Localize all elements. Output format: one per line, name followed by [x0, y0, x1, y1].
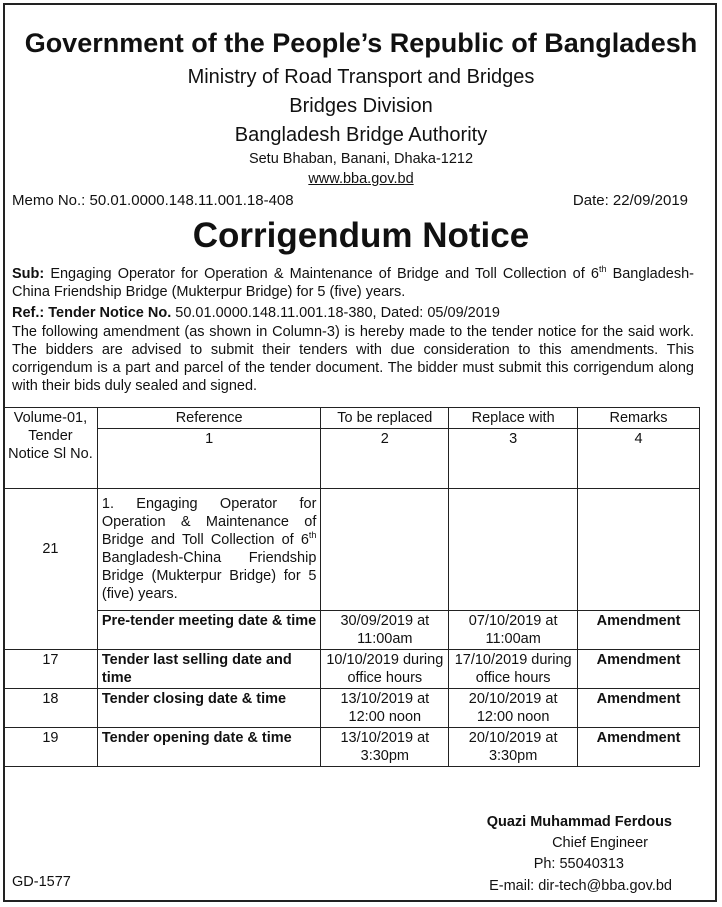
table-header-row — [4, 408, 700, 429]
amendment-paragraph: The following amendment (as shown in Column-3) is hereby made to the tender notice for the said work. The bidders are advised to submit their tenders with due consideration to this amendments. This corrigendum is a part and parcel of the tender document. The bidder must submit this corrigendum along with their bids duly sealed and signed. — [12, 324, 694, 394]
row-sl: 19 — [4, 728, 98, 767]
table-row — [4, 728, 700, 767]
header-remarks: Remarks — [578, 408, 700, 429]
government-heading: Government of the People’s Republic of Bangladesh — [24, 28, 698, 58]
row-reference: Tender closing date & time — [97, 689, 321, 728]
table-colnum-row — [4, 429, 700, 489]
row-replaced: 13/10/2019 at 3:30pm — [321, 728, 449, 767]
subject-label: Sub: — [12, 266, 45, 282]
subject-text-b: Bangladesh-China Friendship Bridge (Mukterpur Bridge) for 5 (five) years. — [12, 266, 694, 300]
signatory-phone: Ph: 55040313 — [533, 856, 624, 872]
colnum-4: 4 — [578, 429, 700, 489]
row-blank-remarks — [578, 489, 700, 611]
row-with: 07/10/2019 at 11:00am — [449, 611, 578, 650]
memo-number: Memo No.: 50.01.0000.148.11.001.18-408 — [12, 192, 294, 209]
reference-label: Ref.: Tender Notice No. — [12, 305, 172, 321]
colnum-3: 3 — [449, 429, 578, 489]
row-reference: Tender last selling date and time — [97, 650, 321, 689]
subject-line — [12, 265, 694, 301]
header-replace-with: Replace with — [449, 408, 578, 429]
website-link-wrap — [0, 171, 722, 187]
amendment-table — [3, 407, 700, 767]
reference-text: 50.01.0000.148.11.001.18-380, Dated: 05/09/2019 — [171, 305, 500, 321]
subject-text-a: Engaging Operator for Operation & Maintenance of Bridge and Toll Collection of 6 — [44, 266, 599, 282]
signatory-designation: Chief Engineer — [552, 835, 648, 851]
row-with: 17/10/2019 during office hours — [449, 650, 578, 689]
signatory-email[interactable]: E-mail: dir-tech@bba.gov.bd — [489, 878, 672, 894]
row-replaced: 13/10/2019 at 12:00 noon — [321, 689, 449, 728]
row-remarks: Amendment — [578, 689, 700, 728]
memo-date: Date: 22/09/2019 — [572, 192, 688, 209]
row-sl: 17 — [4, 650, 98, 689]
row-with: 20/10/2019 at 3:30pm — [449, 728, 578, 767]
row-remarks: Amendment — [578, 650, 700, 689]
row-with: 20/10/2019 at 12:00 noon — [449, 689, 578, 728]
subject-sup: th — [598, 264, 607, 275]
table-row — [4, 689, 700, 728]
address-line: Setu Bhaban, Banani, Dhaka-1212 — [248, 151, 474, 167]
row-reference: Pre-tender meeting date & time — [97, 611, 321, 650]
table-row — [4, 489, 700, 611]
row-remarks: Amendment — [578, 728, 700, 767]
row-reference-item — [97, 489, 321, 611]
website-link[interactable]: www.bba.gov.bd — [308, 171, 414, 187]
row-sl: 18 — [4, 689, 98, 728]
table-row — [4, 650, 700, 689]
reference-line — [12, 304, 694, 322]
header-reference: Reference — [97, 408, 321, 429]
header-volume: Volume-01, Tender Notice Sl No. — [4, 408, 98, 489]
row-ref-b: Bangladesh-China Friendship Bridge (Mukterpur Bridge) for 5 (five) years. — [101, 550, 317, 602]
row-ref-a: 1. Engaging Operator for Operation & Maintenance of Bridge and Toll Collection of 6 — [101, 496, 317, 548]
colnum-1: 1 — [97, 429, 321, 489]
header-to-be-replaced: To be replaced — [321, 408, 449, 429]
colnum-2: 2 — [321, 429, 449, 489]
row-blank-with — [449, 489, 578, 611]
ministry-line: Ministry of Road Transport and Bridges — [187, 66, 535, 88]
row-replaced: 30/09/2019 at 11:00am — [321, 611, 449, 650]
authority-line: Bangladesh Bridge Authority — [234, 124, 488, 146]
footer-code: GD-1577 — [12, 874, 71, 890]
row-reference: Tender opening date & time — [97, 728, 321, 767]
row-blank-replaced — [321, 489, 449, 611]
row-ref-sup: th — [308, 530, 317, 541]
table-row — [4, 611, 700, 650]
row-remarks: Amendment — [578, 611, 700, 650]
row-replaced: 10/10/2019 during office hours — [321, 650, 449, 689]
division-line: Bridges Division — [289, 95, 433, 117]
signatory-name: Quazi Muhammad Ferdous — [486, 814, 672, 830]
notice-title: Corrigendum Notice — [192, 216, 530, 255]
row-sl: 21 — [4, 489, 98, 650]
